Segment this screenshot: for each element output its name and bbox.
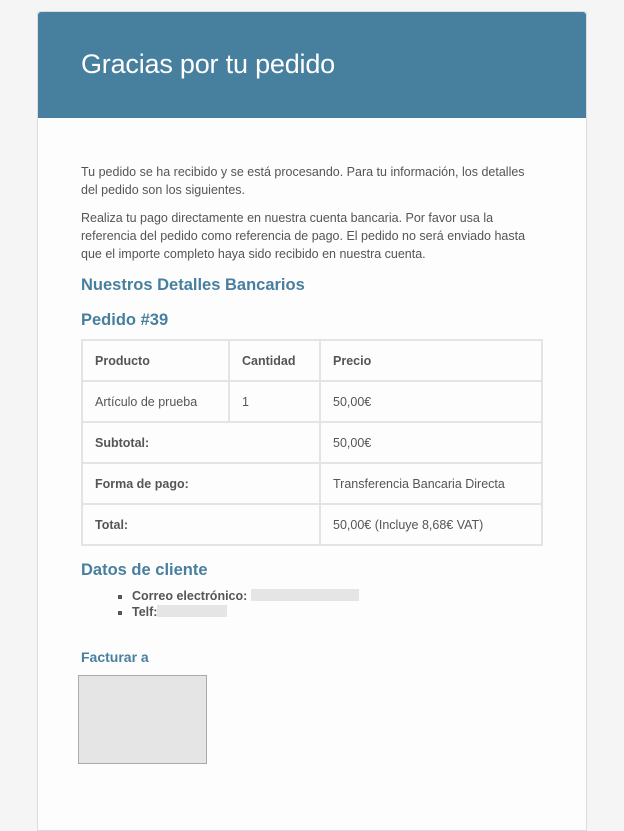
page-title: Gracias por tu pedido: [81, 48, 335, 79]
payment-method-value: Transferencia Bancaria Directa: [320, 463, 542, 504]
redacted-phone: [157, 605, 227, 617]
email-header: [38, 12, 586, 118]
redacted-billing-address: [78, 675, 207, 764]
email-body: [38, 118, 586, 764]
email-label: Correo electrónico:: [132, 589, 248, 603]
payment-method-label: Forma de pago:: [82, 463, 320, 504]
subtotal-label: Subtotal:: [82, 422, 320, 463]
bank-details-heading: Nuestros Detalles Bancarios: [81, 276, 305, 294]
order-heading: Pedido #39: [81, 311, 169, 329]
customer-details-heading: Datos de cliente: [81, 561, 208, 579]
total-label: Total:: [82, 504, 320, 545]
item-quantity: 1: [229, 381, 320, 422]
redacted-email: [251, 589, 359, 601]
totals-row-payment-method: [82, 463, 542, 504]
column-header-price: Precio: [320, 340, 542, 381]
table-header-row: [82, 340, 542, 381]
email-container: [37, 11, 587, 831]
item-price: 50,00€: [320, 381, 542, 422]
totals-row-total: [82, 504, 542, 545]
billing-heading: Facturar a: [81, 649, 149, 665]
total-value: 50,00€ (Incluye 8,68€ VAT): [320, 504, 542, 545]
list-item: [132, 604, 543, 620]
list-item: [132, 588, 543, 604]
column-header-product: Producto: [82, 340, 229, 381]
totals-row-subtotal: [82, 422, 542, 463]
item-product: Artículo de prueba: [82, 381, 229, 422]
customer-details-list: [81, 588, 543, 620]
order-table: [81, 339, 543, 546]
column-header-quantity: Cantidad: [229, 340, 320, 381]
subtotal-value: 50,00€: [320, 422, 542, 463]
phone-label: Telf:: [132, 605, 158, 619]
table-row: [82, 381, 542, 422]
payment-instructions: Realiza tu pago directamente en nuestra cuenta bancaria. Por favor usa la referencia del pedido como referencia de pago. El pedido no será enviado hasta que el importe completo haya sido recibido en nuestra cuenta.: [81, 211, 526, 261]
intro-paragraph: Tu pedido se ha recibido y se está procesando. Para tu información, los detalles del pedido son los siguientes.: [81, 165, 525, 197]
